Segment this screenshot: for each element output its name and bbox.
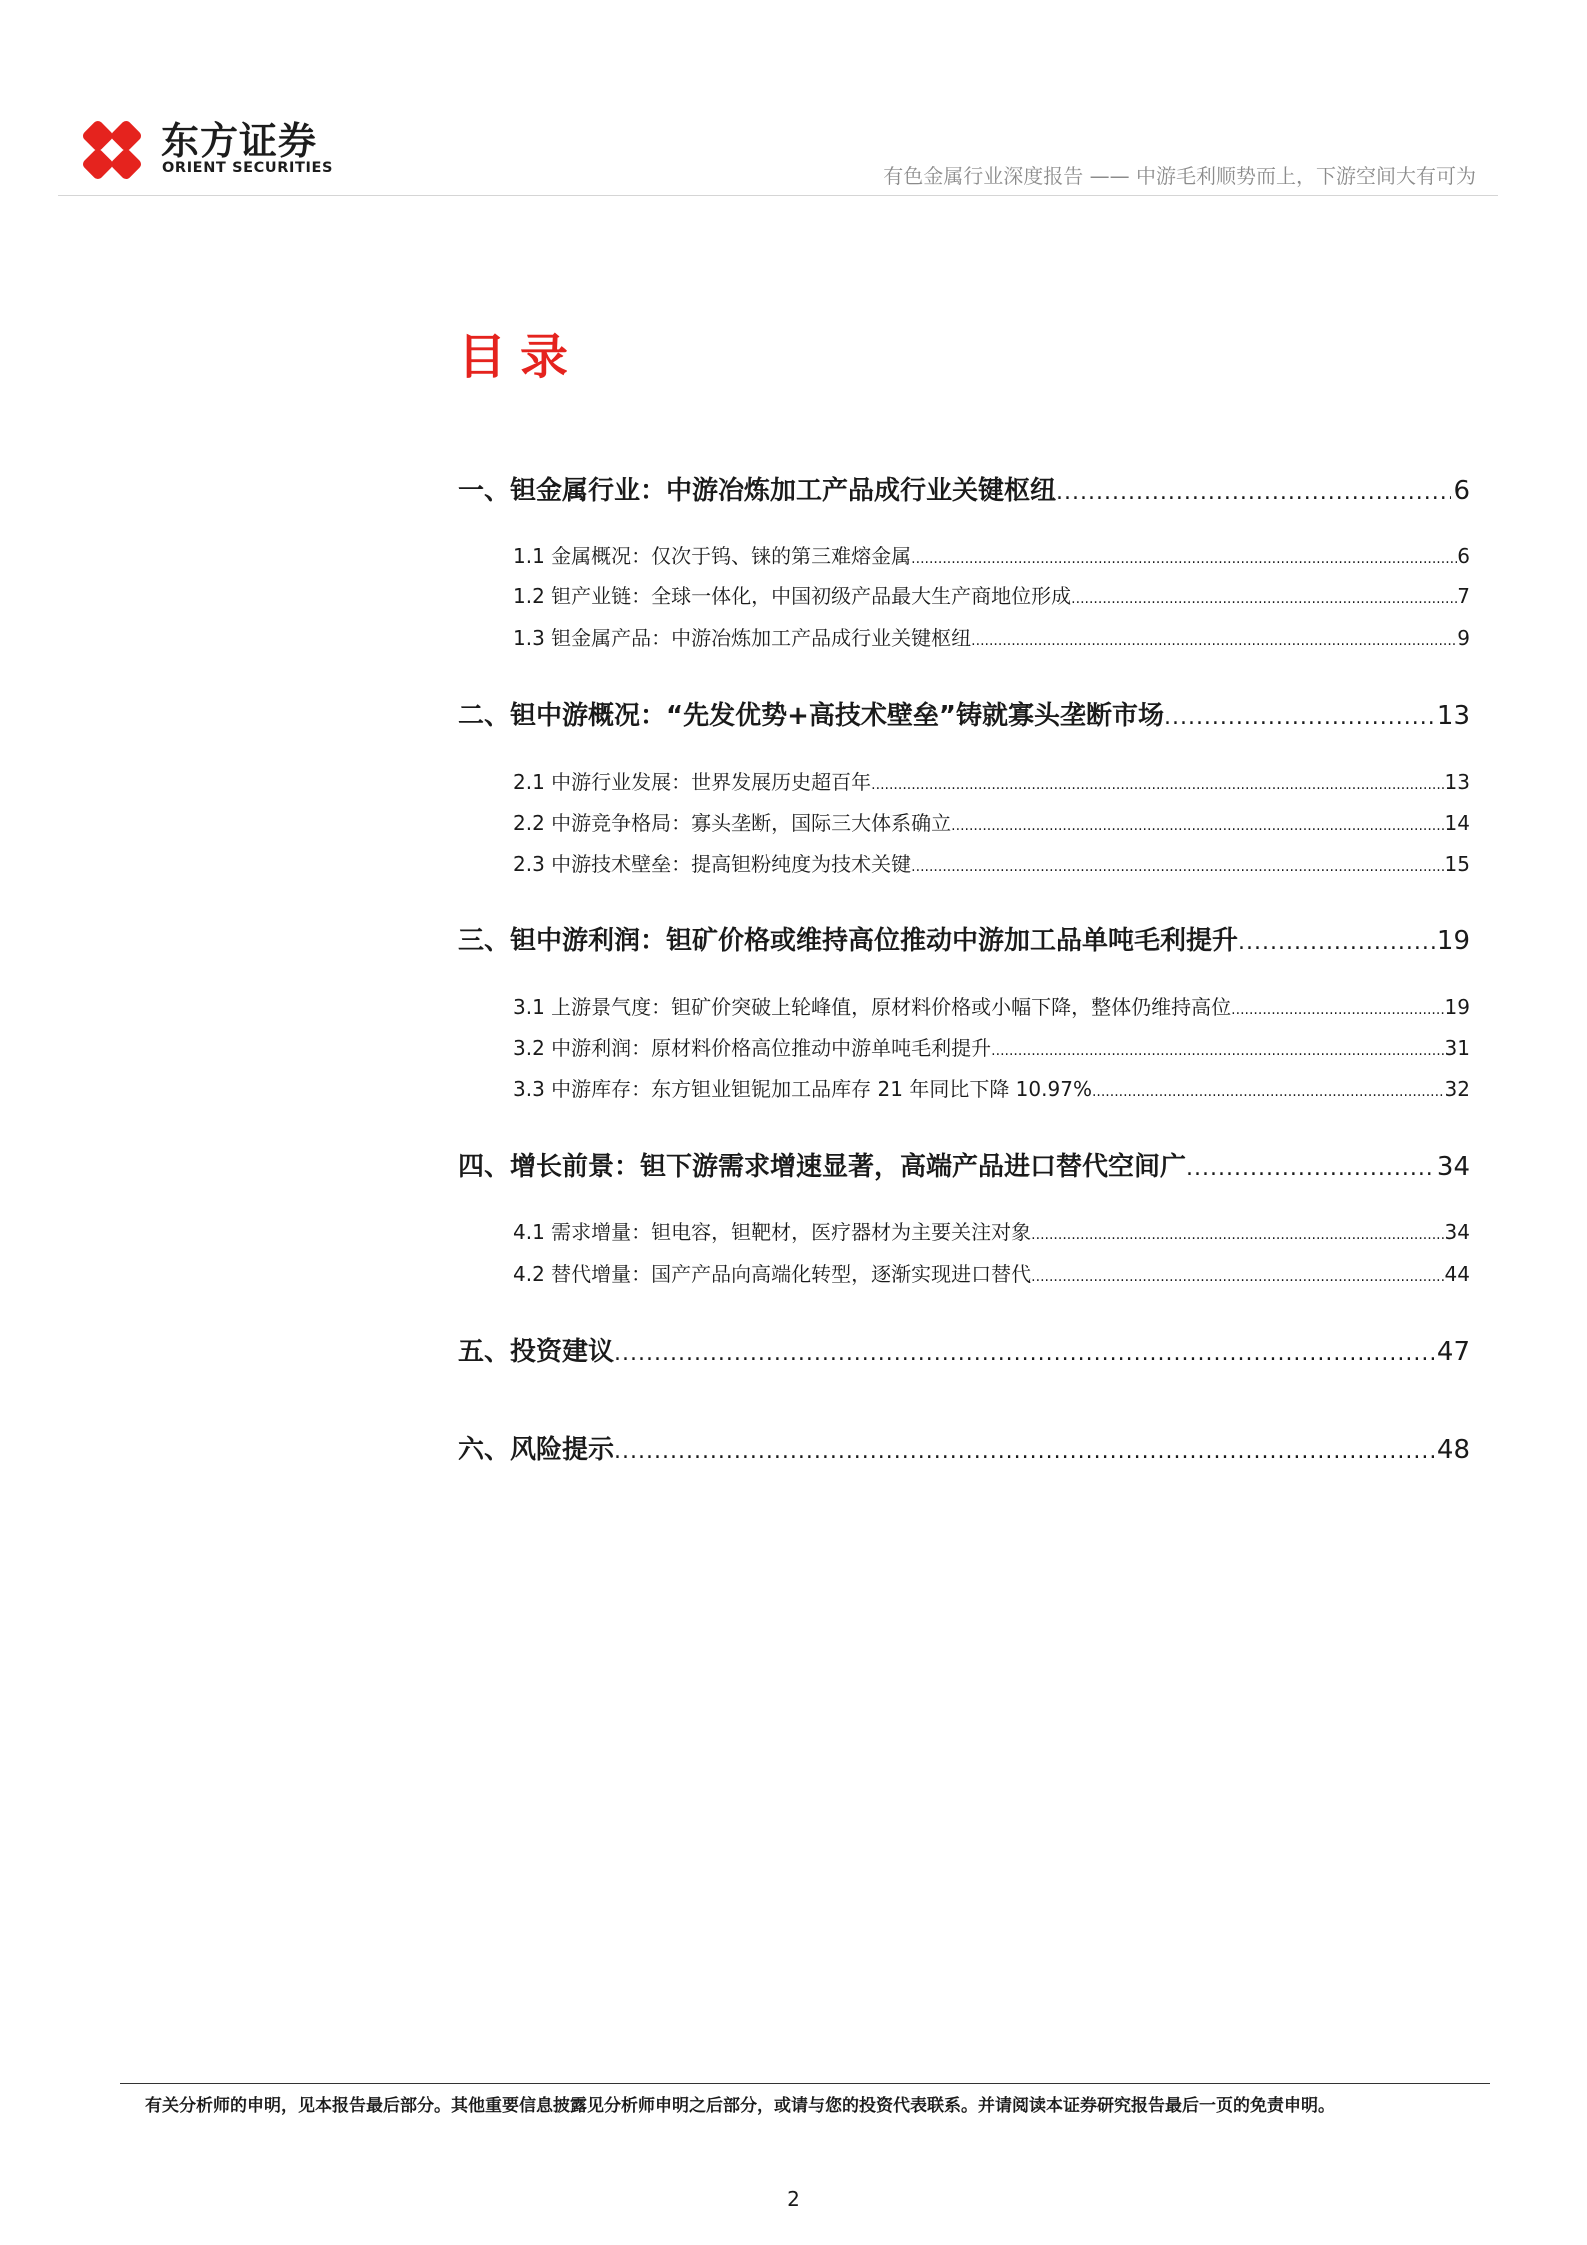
- toc-entry-page: 9: [1457, 626, 1470, 650]
- toc-entry-text: 五、投资建议: [458, 1337, 615, 1367]
- toc-entry-section-1-1[interactable]: [513, 540, 1470, 569]
- toc-entry-text: 三、钽中游利润：钽矿价格或维持高位推动中游加工品单吨毛利提升: [458, 926, 1239, 956]
- toc-leader-dots: [1031, 1227, 1444, 1243]
- toc-leader-dots: [911, 551, 1457, 567]
- company-logo: [76, 108, 376, 188]
- report-title: 有色金属行业深度报告 —— 中游毛利顺势而上，下游空间大有可为: [883, 164, 1476, 188]
- toc-entry-page: 13: [1444, 770, 1470, 794]
- toc-entry-text: 2.1 中游行业发展：世界发展历史超百年: [513, 770, 872, 794]
- toc-entry-section-2-1[interactable]: [513, 766, 1470, 795]
- toc-leader-dots: [1231, 1002, 1444, 1018]
- toc-leader-dots: [1186, 1156, 1435, 1181]
- toc-entry-section-5[interactable]: [458, 1331, 1470, 1368]
- toc-entry-page: 34: [1436, 1152, 1470, 1182]
- footer-divider: [120, 2083, 1490, 2084]
- toc-entry-text: 1.1 金属概况：仅次于钨、铼的第三难熔金属: [513, 544, 912, 568]
- toc-entry-section-4[interactable]: [458, 1146, 1470, 1183]
- toc-entry-section-3[interactable]: [458, 920, 1470, 957]
- toc-entry-section-4-1[interactable]: [513, 1216, 1470, 1245]
- toc-entry-page: 19: [1436, 926, 1470, 956]
- orient-logo-icon: [76, 114, 148, 186]
- toc-entry-text: 1.3 钽金属产品：中游冶炼加工产品成行业关键枢纽: [513, 626, 972, 650]
- toc-leader-dots: [1164, 705, 1435, 730]
- toc-leader-dots: [614, 1439, 1435, 1464]
- toc-entry-page: 19: [1444, 995, 1470, 1019]
- toc-entry-text: 六、风险提示: [458, 1435, 615, 1465]
- logo-chinese-name: 东方证券: [161, 119, 318, 163]
- toc-leader-dots: [1031, 1269, 1444, 1285]
- toc-entry-page: 34: [1444, 1220, 1470, 1244]
- toc-entry-page: 44: [1444, 1262, 1470, 1286]
- toc-entry-section-1-2[interactable]: [513, 580, 1470, 609]
- toc-leader-dots: [614, 1341, 1435, 1366]
- toc-entry-text: 一、钽金属行业：中游冶炼加工产品成行业关键枢纽: [458, 476, 1057, 506]
- toc-leader-dots: [1238, 930, 1435, 955]
- toc-leader-dots: [1071, 591, 1457, 607]
- toc-entry-section-3-2[interactable]: [513, 1032, 1470, 1061]
- toc-entry-page: 31: [1444, 1036, 1470, 1060]
- toc-entry-section-1[interactable]: [458, 470, 1470, 507]
- toc-entry-page: 6: [1457, 544, 1470, 568]
- toc-entry-text: 1.2 钽产业链：全球一体化，中国初级产品最大生产商地位形成: [513, 584, 1072, 608]
- toc-entry-text: 4.1 需求增量：钽电容，钽靶材，医疗器材为主要关注对象: [513, 1220, 1032, 1244]
- toc-leader-dots: [871, 777, 1444, 793]
- toc-entry-section-2-3[interactable]: [513, 848, 1470, 877]
- toc-entry-page: 32: [1444, 1077, 1470, 1101]
- toc-entry-section-6[interactable]: [458, 1429, 1470, 1466]
- toc-entry-text: 2.3 中游技术壁垒：提高钽粉纯度为技术关键: [513, 852, 912, 876]
- header-divider: [58, 195, 1498, 196]
- footer-disclaimer: 有关分析师的申明，见本报告最后部分。其他重要信息披露见分析师申明之后部分，或请与您的投资代表联系。并请阅读本证券研究报告最后一页的免责申明。: [145, 2096, 1335, 2116]
- toc-entry-page: 7: [1457, 584, 1470, 608]
- toc-entry-page: 14: [1444, 811, 1470, 835]
- toc-entry-text: 3.2 中游利润：原材料价格高位推动中游单吨毛利提升: [513, 1036, 992, 1060]
- toc-entry-page: 6: [1453, 476, 1470, 506]
- toc-entry-section-2-2[interactable]: [513, 807, 1470, 836]
- toc-entry-page: 13: [1436, 701, 1470, 731]
- toc-entry-section-3-1[interactable]: [513, 991, 1470, 1020]
- toc-entry-text: 四、增长前景：钽下游需求增速显著，高端产品进口替代空间广: [458, 1152, 1187, 1182]
- toc-entry-page: 15: [1444, 852, 1470, 876]
- toc-entry-section-1-3[interactable]: [513, 622, 1470, 651]
- toc-entry-section-4-2[interactable]: [513, 1258, 1470, 1287]
- toc-leader-dots: [971, 633, 1457, 649]
- toc-entry-section-3-3[interactable]: [513, 1073, 1470, 1102]
- page-header: [58, 108, 1498, 198]
- toc-leader-dots: [1056, 480, 1451, 505]
- toc-entry-page: 47: [1436, 1337, 1470, 1367]
- toc-leader-dots: [911, 859, 1444, 875]
- toc-entry-text: 二、钽中游概况：“先发优势+高技术壁垒”铸就寡头垄断市场: [458, 701, 1164, 731]
- toc-leader-dots: [951, 818, 1444, 834]
- toc-leader-dots: [1092, 1084, 1445, 1100]
- toc-entry-text: 3.3 中游库存：东方钽业钽铌加工品库存 21 年同比下降 10.97%: [513, 1077, 1092, 1101]
- page-number: 2: [787, 2187, 800, 2211]
- toc-entry-text: 4.2 替代增量：国产产品向高端化转型，逐渐实现进口替代: [513, 1262, 1032, 1286]
- toc-entry-text: 2.2 中游竞争格局：寡头垄断，国际三大体系确立: [513, 811, 952, 835]
- toc-entry-page: 48: [1436, 1435, 1470, 1465]
- toc-leader-dots: [991, 1043, 1444, 1059]
- toc-title: 目录: [458, 329, 583, 385]
- toc-entry-text: 3.1 上游景气度：钽矿价突破上轮峰值，原材料价格或小幅下降，整体仍维持高位: [513, 995, 1232, 1019]
- logo-english-name: ORIENT SECURITIES: [162, 160, 334, 176]
- toc-entry-section-2[interactable]: [458, 695, 1470, 732]
